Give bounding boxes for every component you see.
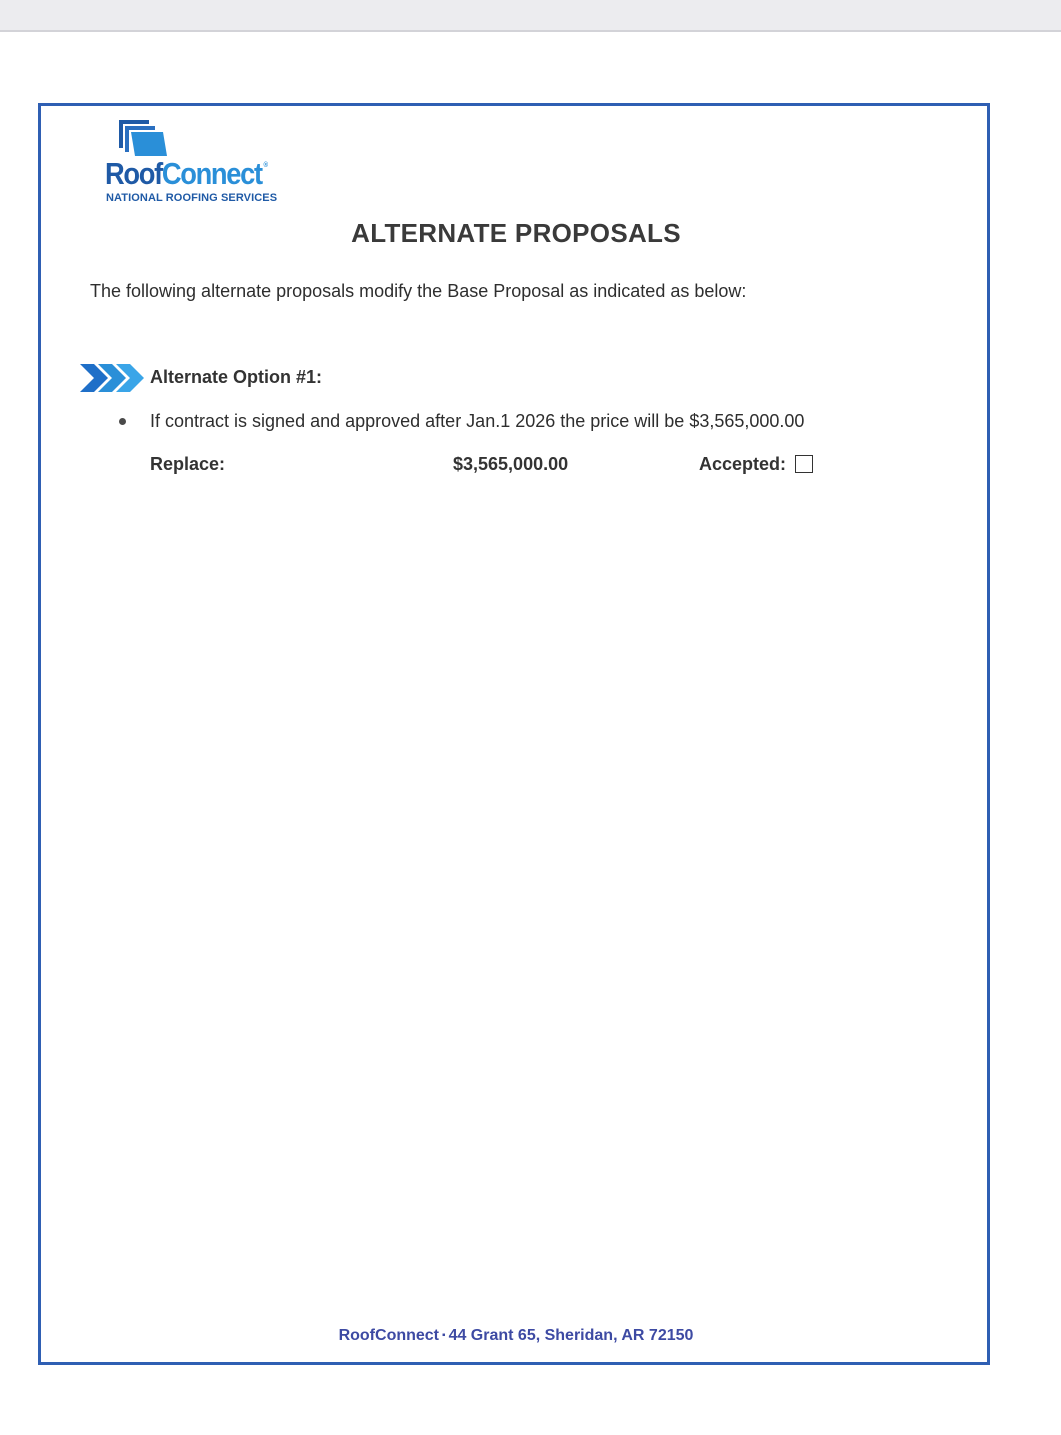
logo-wordmark (105, 156, 268, 192)
footer-address (0, 1327, 1032, 1345)
option-condition-text: If contract is signed and approved after Jan.1 2026 the price will be $3,565,000.00 (150, 411, 805, 431)
replace-label: Replace: (150, 454, 226, 474)
logo-word-roof: Roof (105, 156, 162, 191)
trademark-mark: ® (263, 162, 269, 169)
logo-word-connect: Connect (161, 156, 262, 191)
bullet-icon (119, 418, 126, 425)
roof-layers-icon (119, 118, 169, 158)
footer-separator-icon: ▪ (442, 1330, 446, 1341)
replace-price: $3,565,000.00 (453, 454, 569, 474)
chevron-arrows-icon (80, 360, 148, 396)
top-bar (0, 0, 1061, 32)
accepted-checkbox[interactable] (795, 455, 813, 473)
company-logo (105, 118, 305, 208)
footer-address-text: 44 Grant 65, Sheridan, AR 72150 (448, 1327, 694, 1344)
accepted-label: Accepted: (699, 454, 787, 474)
logo-subtitle: NATIONAL ROOFING SERVICES (106, 192, 278, 204)
page-title: ALTERNATE PROPOSALS (351, 218, 681, 248)
intro-text: The following alternate proposals modify the Base Proposal as indicated as below: (90, 281, 747, 301)
option-heading: Alternate Option #1: (150, 367, 323, 387)
footer-company: RoofConnect (338, 1327, 440, 1344)
